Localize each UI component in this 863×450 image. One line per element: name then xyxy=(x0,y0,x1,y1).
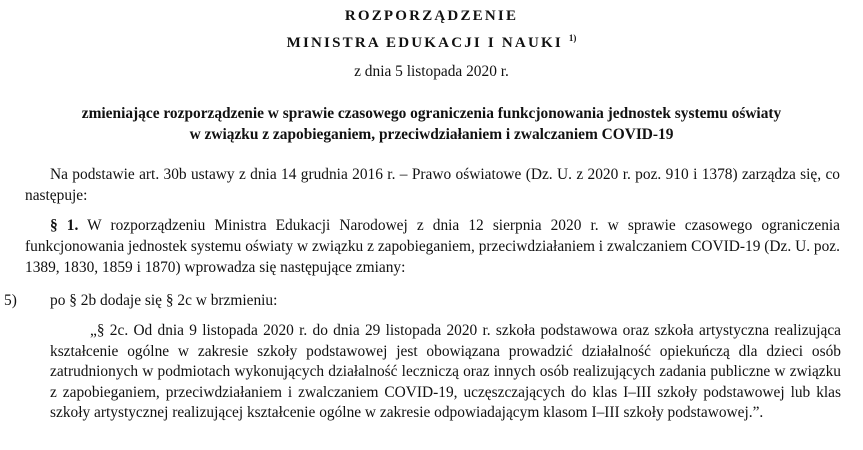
document-title xyxy=(0,8,863,25)
subject-line-2 xyxy=(0,126,863,144)
point-5-intro-text: po § 2b dodaje się § 2c w brzmieniu: xyxy=(50,292,278,309)
section-1-text: W rozporządzeniu Ministra Edukacji Narodowej z dnia 12 sierpnia 2020 r. w sprawie czasowego ograniczenia funkcjonowania jednostek systemu oświaty w związku z zapobieganiem, przeciwdziałaniem i zwalczaniem COVID-19 (Dz. U. poz. 1389, 1830, 1859 i 1870) wprowadza się następujące zmiany: xyxy=(25,217,841,276)
point-5-number-text: 5) xyxy=(4,292,17,309)
subject-line-1 xyxy=(0,105,863,123)
document-date xyxy=(0,63,863,81)
quoted-provision-text: „§ 2c. Od dnia 9 listopada 2020 r. do dnia 29 listopada 2020 r. szkoła podstawowa oraz szkoła artystyczna realizująca kształcenie ogólne w zakresie szkoły podstawowej jest obowiązana prowadzić działalność opiekuńczą dla dzieci osób zatrudnionych w podmiotach wykonujących działalność leczniczą oraz innych osób realizujących zadania publiczne w związku z zapobieganiem, przeciwdziałaniem i zwalczaniem COVID-19, uczęszczających do klas I–III szkoły podstawowej lub klas szkoły artystycznej realizującej kształcenie ogólne w zakresie odpowiadającym klasom I–III szkoły podstawowej.”. xyxy=(50,322,841,421)
point-5-intro xyxy=(50,292,277,310)
footnote-mark: 1) xyxy=(568,33,577,43)
subject-line-2-text: w związku z zapobieganiem, przeciwdziałaniem i zwalczaniem COVID-19 xyxy=(189,126,674,143)
title-text: ROZPORZĄDZENIE xyxy=(344,8,519,24)
authority-text: MINISTRA EDUKACJI I NAUKI xyxy=(286,35,563,51)
subject-line-1-text: zmieniające rozporządzenie w sprawie czasowego ograniczenia funkcjonowania jednostek systemu oświaty xyxy=(81,105,782,122)
section-1-label: § 1. xyxy=(50,217,79,234)
point-5-number xyxy=(4,292,17,310)
issuing-authority xyxy=(0,33,863,52)
preamble-paragraph xyxy=(25,164,840,206)
date-text: z dnia 5 listopada 2020 r. xyxy=(354,63,509,80)
quoted-provision xyxy=(50,321,841,424)
section-1-paragraph xyxy=(25,215,840,278)
preamble-text: Na podstawie art. 30b ustawy z dnia 14 grudnia 2016 r. – Prawo oświatowe (Dz. U. z 2020 r. poz. 910 i 1378) zarządza się, co następuje: xyxy=(25,166,840,204)
